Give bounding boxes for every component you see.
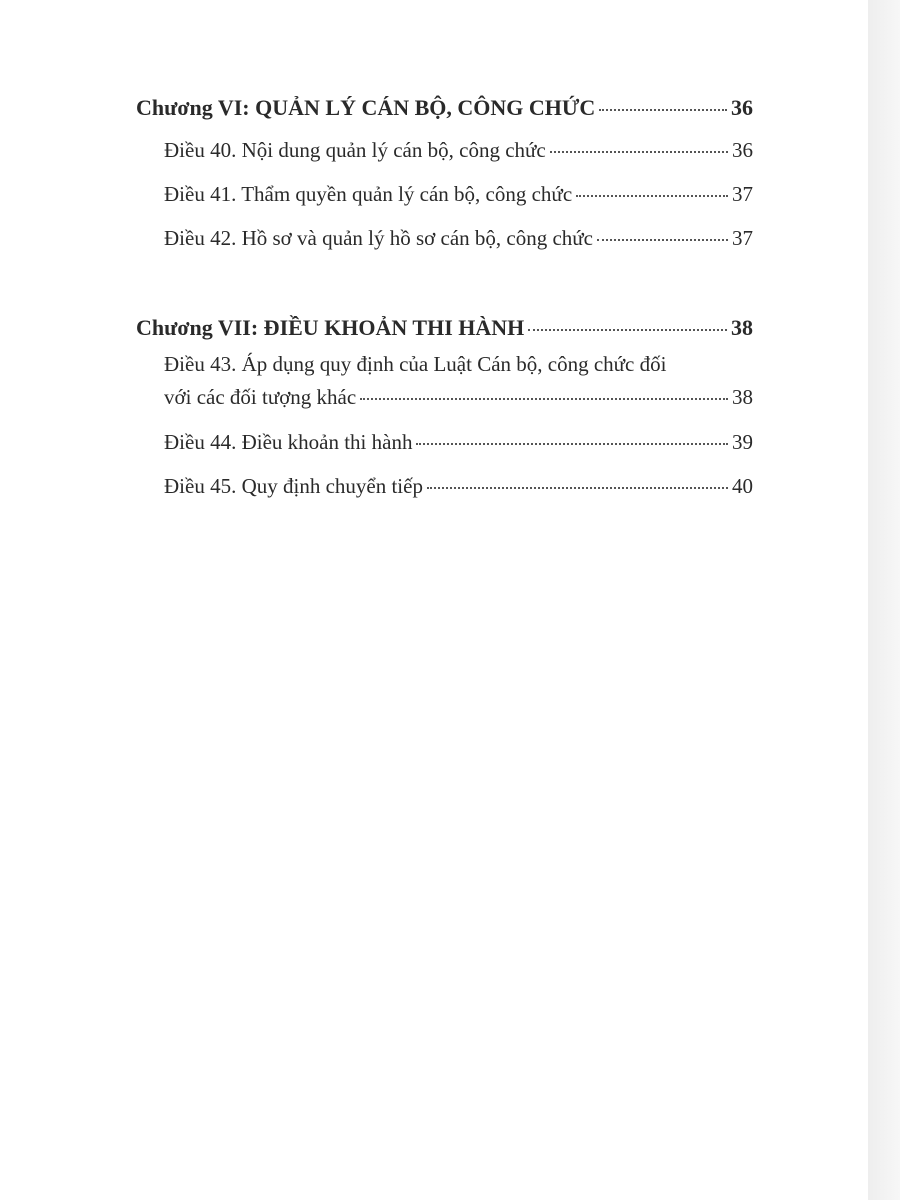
chapter-title: Chương VII: ĐIỀU KHOẢN THI HÀNH	[136, 315, 525, 340]
page-number: 39	[732, 430, 753, 454]
page-number: 36	[731, 95, 753, 120]
chapter-title-row	[136, 88, 753, 128]
page-number: 40	[732, 474, 753, 498]
toc-entry	[164, 464, 753, 508]
entry-title: Điều 44. Điều khoản thi hành	[164, 430, 413, 454]
entry-title-line-1: Điều 43. Áp dụng quy định của Luật Cán bộ, công chức đối	[164, 352, 667, 376]
chapter-title: Chương VI: QUẢN LÝ CÁN BỘ, CÔNG CHỨC	[136, 95, 596, 120]
dot-leader	[550, 151, 728, 153]
entry-second-line	[164, 381, 753, 414]
toc-entry	[164, 172, 753, 216]
entry-title-line-2: với các đối tượng khác	[164, 385, 357, 409]
dot-leader	[360, 398, 728, 400]
dot-leader	[576, 195, 728, 197]
page-number: 37	[732, 226, 753, 250]
chapter-vi	[136, 88, 753, 260]
entry-title: Điều 40. Nội dung quản lý cán bộ, công chức	[164, 138, 546, 162]
toc-entry	[164, 348, 753, 414]
dot-leader	[528, 329, 727, 331]
page-number: 36	[732, 138, 753, 162]
table-of-contents	[136, 88, 753, 556]
page-number: 38	[731, 315, 753, 340]
dot-leader	[416, 443, 728, 445]
toc-entry	[164, 420, 753, 464]
page-edge	[868, 0, 900, 1200]
toc-entry	[164, 128, 753, 172]
dot-leader	[597, 239, 728, 241]
toc-entry	[164, 216, 753, 260]
chapter-title-row	[136, 308, 753, 348]
chapter-vii	[136, 308, 753, 508]
entry-title: Điều 45. Quy định chuyển tiếp	[164, 474, 423, 498]
dot-leader	[427, 487, 728, 489]
entry-title: Điều 42. Hồ sơ và quản lý hồ sơ cán bộ, công chức	[164, 226, 594, 250]
page-number: 37	[732, 182, 753, 206]
dot-leader	[599, 109, 727, 111]
page-number: 38	[732, 385, 753, 409]
entry-title: Điều 41. Thẩm quyền quản lý cán bộ, công chức	[164, 182, 573, 206]
